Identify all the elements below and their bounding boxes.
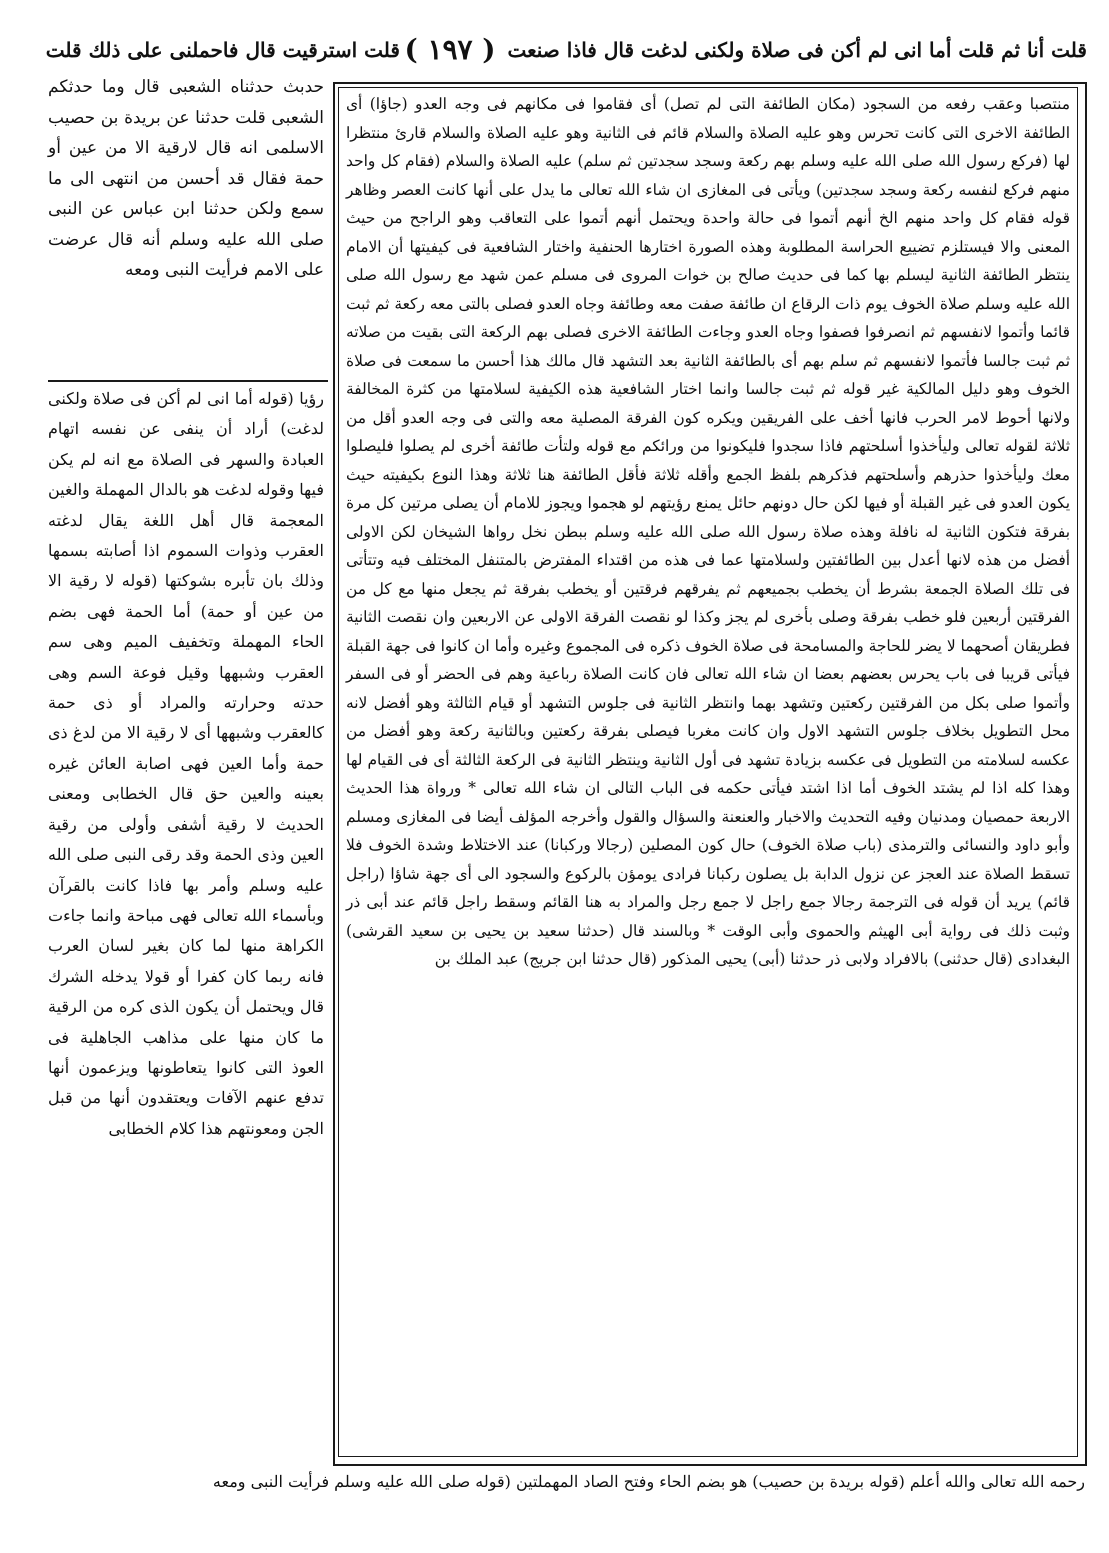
header-running-text-left: قلت استرقيت قال فاحملنى على ذلك قلت bbox=[45, 38, 400, 62]
header-running-text-right: قلت أنا ثم قلت أما انى لم أكن فى صلاة ولكنى لدغت قال فاذا صنعت bbox=[507, 38, 1087, 62]
margin-commentary-text: رؤيا (قوله أما انى لم أكن فى صلاة ولكنى لدغت) أراد أن ينفى عن نفسه اتهام العبادة والسهر فى الصلاة مع انه لم يكن فيها وقوله لدغت هو بالدال المهملة والغين المعجمة قال أهل اللغة يقال لدغته العقرب وذوات السموم اذا أصابته بسمها وذلك بان تأبره بشوكتها (قوله لا رقية الا من عين أو حمة) أما الحمة فهى بضم الحاء المهملة وتخفيف الميم وهى سم العقرب وشبهها وقيل فوعة السم وهى حدته وحرارته والمراد أو ذى حمة كالعقرب وشبهها أى لا رقية الا من لدغ ذى حمة وأما العين فهى اصابة العائن غيره بعينه والعين حق قال الخطابى ومعنى الحديث لا رقية أشفى وأولى من رقية العين وذى الحمة وقد رقى النبى صلى الله عليه وسلم وأمر بها فاذا كانت بالقرآن وبأسماء الله تعالى فهى مباحة وانما جاءت الكراهة منها لما كان بغير لسان العرب فانه ربما كان كفرا أو قولا يدخله الشرك قال ويحتمل أن يكون الذى كره من الرقية ما كان منها على مذاهب الجاهلية فى العوذ التى كانوا يتعاطونها ويزعمون أنها تدفع عنهم الآفات ويعتقدون أنها من قبل الجن ومعونتهم هذا كلام الخطابى bbox=[48, 389, 324, 1138]
margin-hadith-text: حدبث حدثناه الشعبى قال وما حدثكم الشعبى قلت حدثنا عن بريدة بن حصيب الاسلمى انه قال لارقية الا من عين أو حمة فقال قد أحسن من انتهى الى ما سمع ولكن حدثنا ابن عباس عن النبى صلى الله عليه وسلم أنه قال عرضت على الامم فرأيت النبى ومعه bbox=[48, 77, 324, 280]
main-commentary-text: منتصبا وعقب رفعه من السجود (مكان الطائفة التى لم تصل) أى فقاموا فى مكانهم فى وجه العدو (جاؤا) أى الطائفة الاخرى التى كانت تحرس وهو عليه الصلاة والسلام قائم فى الثانية وهو عليه الصلاة والسلام قارئ منتظرا لها (فركع رسول الله صلى الله عليه وسلم بهم ركعة وسجد سجدتين ثم سلم) عليه الصلاة والسلام (فقام كل واحد منهم فركع لنفسه ركعة وسجد سجدتين) ويأتى فى المغازى ان شاء الله تعالى ما يدل على أنها كانت العصر وظاهر قوله فقام كل واحد منهم الخ أنهم أتموا فى حالة واحدة ويحتمل أنهم أتموا على التعاقب وهو الراجح من حيث المعنى والا فيستلزم تضييع الحراسة المطلوبة وهذه الصورة اختارها الحنفية واختار الشافعية فى كيفيتها أن الامام ينتظر الطائفة الثانية ليسلم بها كما فى حديث صالح بن خوات المروى فى مسلم عمن شهد مع رسول الله صلى الله عليه وسلم صلاة الخوف يوم ذات الرقاع ان طائفة صفت معه وطائفة وجاه العدو فصلى بالتى معه ركعة ثم ثبت قائما وأتموا لانفسهم ثم انصرفوا فصفوا وجاه العدو وجاءت الطائفة الاخرى فصلى بهم الركعة التى بقيت من صلاته ثم ثبت جالسا فأتموا لانفسهم ثم سلم بهم أى بالطائفة الثانية بعد التشهد قال مالك هذا أحسن ما سمعت فى صلاة الخوف وهو دليل المالكية غير قوله ثم ثبت جالسا وانما اختار الشافعية هذه الكيفية لسلامتها من كثرة المخالفة ولانها أحوط لامر الحرب فانها أخف على الفريقين ويكره كون الفرقة المصلية معه والتى فى وجه العدو أقل من ثلاثة لقوله تعالى وليأخذوا أسلحتهم فاذا سجدوا فليكونوا من ورائكم مع قوله ولتأت طائفة أخرى لم يصلوا فليصلوا معك وليأخذوا حذرهم وأسلحتهم فذكرهم بلفظ الجمع وأقله ثلاثة فأقل الطائفة هنا ثلاثة وهذا النوع بكيفيته حيث يكون العدو فى غير القبلة أو فيها لكن حال دونهم حائل يمنع رؤيتهم لو هجموا ويجوز للامام أن يصلى مرتين كل مرة بفرقة فتكون الثانية له نافلة وهذه صلاة رسول الله صلى الله عليه وسلم ببطن نخل رواها الشيخان لكن الاولى أفضل من هذه لانها أعدل بين الطائفتين ولسلامتها عما فى هذه من اقتداء المفترض بالمتنفل المختلف فيه وتتأتى فى تلك الصلاة الجمعة بشرط أن يخطب بجميعهم ثم يفرقهم فرقتين أو يخطب بفرقة ثم يجعل منها مع كل من الفرقتين أربعين فلو خطب بفرقة وصلى بأخرى لم يجز وكذا لو نقصت الفرقة الاولى عن الاربعين وان نقصت الثانية فطريقان أصحهما لا يضر للحاجة والمسامحة فى صلاة الخوف ذكره فى المجموع وغيره وأما ان كانوا فى جهة القبلة فيأتى قريبا فى باب يحرس بعضهم بعضا ان شاء الله تعالى فان كانت الصلاة رباعية وهم فى الحضر أو فى السفر وأتموا صلى بكل من الفرقتين ركعتين وتشهد بهما وانتظر الثانية فى جلوس التشهد أو قيام الثالثة وهو أفضل لانه محل التطويل بخلاف جلوس التشهد الاول وان كانت مغربا فيصلى بفرقة ركعتين وبالثانية ركعة وهو أفضل من عكسه لسلامته من التطويل فى عكسه بزيادة تشهد فى أول الثانية وينتظر الثانية فى الركعة الثالثة أى فى القيام لها وهذا كله اذا لم يشتد الخوف أما اذا اشتد فيأتى حكمه فى الباب التالى ان شاء الله تعالى * ورواة هذا الحديث الاربعة حمصيان ومدنيان وفيه التحديث والاخبار والعنعنة والسؤال والقول وأخرجه المؤلف أيضا فى المغازى ومسلم وأبو داود والنسائى والترمذى (باب صلاة الخوف) حال كون المصلين (رجالا وركبانا) عند الاختلاط وشدة الخوف فلا تسقط الصلاة عند العجز عن نزول الدابة بل يصلون ركبانا فرادى يومؤن بالركوع والسجود الى أى جهة شاؤا (راجل قائم) يريد أن قوله فى الترجمة رجالا جمع راجل لا جمع رجل والمراد به هنا القائم وسقط راجل قائم عند أبى ذر وثبت ذلك فى رواية أبى الهيثم والحموى وأبى الوقت * وبالسند قال (حدثنا سعيد بن يحيى بن سعيد القرشى) البغدادى (قال حدثنى) بالافراد ولابى ذر حدثنا (أبى) يحيى المذكور (قال حدثنا ابن جريج) عبد الملك بن bbox=[346, 95, 1070, 968]
page-number: ( ١٩٧ ) bbox=[404, 33, 496, 66]
footer-note-text: رحمه الله تعالى والله أعلم (قوله بريدة بن حصيب) هو بضم الحاء وفتح الصاد المهملتين (قوله صلى الله عليه وسلم فرأيت النبى ومعه bbox=[212, 1472, 1085, 1491]
margin-divider bbox=[48, 380, 328, 382]
